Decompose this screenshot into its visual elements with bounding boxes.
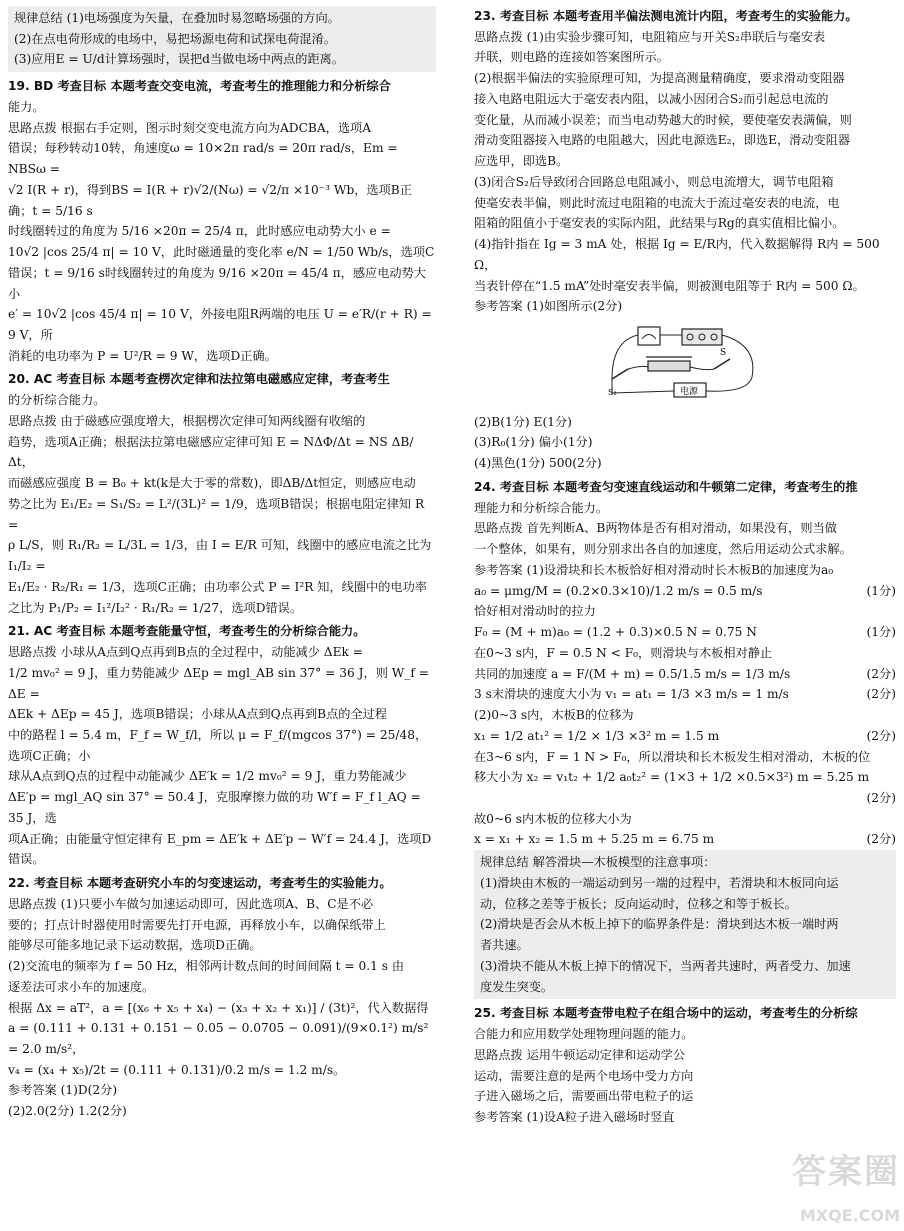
q20-line: 趋势，选项A正确；根据法拉第电磁感应定律可知 E = NΔΦ/Δt = NS ΔB/Δt， [8,434,414,470]
q24-step [474,726,896,747]
q24-step [474,705,896,726]
step-points: (1分) [866,625,896,640]
wire [690,367,714,370]
step-text: 恰好相对滑动时的拉力 [474,604,596,619]
watermark [792,1144,900,1229]
summary-line: 者共速。 [480,938,529,953]
step-text: a₀ = μmg/M = (0.2×0.3×10)/1.2 m/s = 0.5 m/s [474,583,763,598]
q23-line: 接入电路电阻远大于毫安表内阻，以减小因闭合S₂而引起总电流的 [474,91,829,106]
summary-line: 度发生突变。 [480,979,554,994]
question-25 [474,1003,896,1127]
q25-line: 25. 考查目标 本题考查带电粒子在组合场中的运动，考查考生的分析综 [474,1006,858,1021]
rheostat [648,361,690,371]
step-points: (2分) [866,728,896,743]
q23-line: 使毫安表半偏，则此时流过电阻箱的电流大于流过毫安表的电流，电 [474,195,840,210]
step-points: (2分) [866,790,896,805]
q22-line: 22. 考查目标 本题考查研究小车的匀变速运动，考查考生的实验能力。 [8,876,392,891]
q21-line: 错误。 [8,852,45,867]
q24-step [474,829,896,850]
wire [628,366,648,369]
q21-line: ΔE′p = mgl_AQ sin 37° = 50.4 J，克服摩擦力做的功 W′f = F_f l_AQ = 35 J，选 [8,790,421,825]
q21-line: 球从A点到Q点的过程中动能减少 ΔE′k = 1/2 mv₀² = 9 J，重力势能减少 [8,769,407,784]
q19-line: 消耗的电功率为 P = U²/R = 9 W，选项D正确。 [8,348,277,363]
q22-line: a = (0.111 + 0.131 + 0.151 − 0.05 − 0.0705 − 0.091)/(9×0.1²) m/s² = 2.0 m/s²， [8,1021,429,1056]
q21-line: ΔEk + ΔEp = 45 J，选项B错误；小球从A点到Q点再到B点的全过程 [8,707,388,722]
q24-line: 思路点拨 首先判断A、B两物体是否有相对滑动，如果没有，则当做 [474,521,837,536]
q24-line: 参考答案 (1)设滑块和长木板恰好相对滑动时长木板B的加速度为a₀ [474,562,834,577]
q22-answer: (2)2.0(2分) 1.2(2分) [8,1104,127,1119]
step-points: (2分) [866,687,896,702]
switch-s2 [612,369,628,379]
step-text: 故0~6 s内木板的位移大小为 [474,811,632,826]
q23-answer: (4)黑色(1分) 500(2分) [474,456,602,471]
summary-line: 动，位移之差等于板长；反向运动时，位移之和等于板长。 [480,896,797,911]
q22-line: (2)交流电的频率为 f = 50 Hz，相邻两计数点间的时间间隔 t = 0.1 s 由 [8,959,405,974]
right-column [474,6,896,1128]
q19-line: 思路点拨 根据右手定则，图示时刻交变电流方向为ADCBA，选项A [8,120,372,135]
q20-line: 势之比为 E₁/E₂ = S₁/S₂ = L²/(3L)² = 1/9，选项B错误；根据电阻定律知 R = [8,496,425,532]
q24-step [474,767,896,788]
q23-line: 变化量，从而减小误差；而当电动势越大的时候，要使毫安表满偏，则 [474,112,852,127]
q24-line: 一个整体，如果有，则分别求出各自的加速度，然后用运动公式求解。 [474,542,852,557]
q21-line: 思路点拨 小球从A点到Q点再到B点的全过程中，动能减少 ΔEk = [8,645,363,660]
q24-step [474,684,896,705]
q19-line: 19. BD 考查目标 本题考查交变电流，考查考生的推理能力和分析综合 [8,79,391,94]
q24-step [474,581,896,602]
q22-line: 根据 Δx = aT²，a = [(x₆ + x₅ + x₄) − (x₃ + x₂ + x₁)] / (3t)²，代入数据得 [8,1000,429,1015]
summary-line: (1)滑块由木板的一端运动到另一端的过程中，若滑块和木板同向运 [480,875,839,890]
q23-line: 当表针停在“1.5 mA”处时毫安表半偏，则被测电阻等于 R内 = 500 Ω。 [474,278,865,293]
step-text: x₁ = 1/2 at₁² = 1/2 × 1/3 ×3² m = 1.5 m [474,728,720,743]
step-text: 3 s末滑块的速度大小为 v₁ = at₁ = 1/3 ×3 m/s = 1 m/s [474,687,789,702]
q22-line: 思路点拨 (1)只要小车做匀加速运动即可，因此选项A、B、C是不必 [8,896,374,911]
q22-answer: 参考答案 (1)D(2分) [8,1083,118,1098]
q24-step [474,622,896,643]
q24-step [474,747,896,768]
q22-line: 逐差法可求小车的加速度。 [8,979,155,994]
question-20 [8,369,436,618]
q22-line: v₄ = (x₄ + x₅)/2t = (0.111 + 0.131)/0.2 m/s = 1.2 m/s。 [8,1062,346,1077]
step-text: (2)0~3 s内，木板B的位移为 [474,708,634,723]
step-text: 在3~6 s内，F = 1 N > F₀，所以滑块和长木板发生相对滑动，木板的位 [474,749,871,764]
q23-line: 应选甲，即选B。 [474,154,569,169]
q22-line: 能够尽可能多地记录下运动数据，选项D正确。 [8,938,262,953]
summary-line: (2)滑块是否会从木板上掉下的临界条件是：滑块到达木板一端时两 [480,917,839,932]
summary-line: (2)在点电荷形成的电场中，易把场源电荷和试探电荷混淆。 [14,31,336,46]
q19-line: √2 I(R + r)，得到BS = I(R + r)√2/(Nω) = √2/π ×10⁻³ Wb，选项B正确；t = 5/16 s [8,182,412,218]
circuit-diagram [602,321,762,403]
q23-line: 思路点拨 (1)由实验步骤可知，电阻箱应与开关S₂串联后与毫安表 [474,29,826,44]
q23-line: (2)根据半偏法的实验原理可知，为提高测量精确度，要求滑动变阻器 [474,71,845,86]
switch-s [714,359,730,369]
q23-line: 阻箱的阻值小于毫安表的实际内阻，此结果与Rg的真实值相比偏小。 [474,216,845,231]
watermark-url: MXQE.COM [799,1205,900,1225]
q23-line: 23. 考查目标 本题考查用半偏法测电流计内阻，考查考生的实验能力。 [474,9,858,23]
question-24 [474,477,896,850]
q25-line: 合能力和应用数学处理物理问题的能力。 [474,1027,694,1042]
q19-line: 能力。 [8,99,45,114]
q22-line: 要的；打点计时器使用时需要先打开电源，再释放小车，以确保纸带上 [8,917,386,932]
step-points: (1分) [866,583,896,598]
q23-answer: (2)B(1分) E(1分) [474,414,572,429]
step-points: (2分) [866,666,896,681]
q23-line: 并联，则电路的连接如答案图所示。 [474,50,669,65]
q23-line: 滑动变阻器接入电路的电阻越大，因此电源选E₂，即选E，滑动变阻器 [474,133,851,148]
q24-step [474,643,896,664]
q21-line: 中的路程 l = 5.4 m，F_f = W_f/l，所以 μ = F_f/(mgcos 37°) = 25/48，选项C正确；小 [8,727,428,763]
q19-line: e′ = 10√2 |cos 45/4 π| = 10 V，外接电阻R两端的电压 U = e′R/(r + R) = 9 V，所 [8,307,432,343]
q20-line: 20. AC 考查目标 本题考查楞次定律和法拉第电磁感应定律，考查考生 [8,372,390,387]
q19-line: 10√2 |cos 25/4 π| = 10 V，此时磁通量的变化率 e/N = 1/50 Wb/s，选项C [8,245,435,260]
q23-line: (3)闭合S₂后导致闭合回路总电阻减小，则总电流增大，调节电阻箱 [474,174,834,189]
q21-line: 1/2 mv₀² = 9 J，重力势能减少 ΔEp = mgl_AB sin 37° = 36 J，则 W_f = ΔE = [8,665,429,701]
q24-step [474,788,896,809]
left-column [8,6,436,1122]
power-label: 电源 [680,387,699,398]
step-points: (2分) [866,832,896,847]
switch-s2-label: S₂ [608,388,617,398]
summary-line: 规律总结 (1)电场强度为矢量，在叠加时易忽略场强的方向。 [14,11,340,25]
q19-line: 时线圈转过的角度为 5/16 ×20π = 25/4 π，此时感应电动势大小 e = [8,224,391,239]
q25-line: 运动，需要注意的是两个电场中受力方向 [474,1068,694,1083]
q25-line: 思路点拨 运用牛顿运动定律和运动学公 [474,1047,686,1062]
step-text: x = x₁ + x₂ = 1.5 m + 5.25 m = 6.75 m [474,832,715,847]
switch-s-label: S [720,348,727,359]
q21-line: 项A正确；由能量守恒定律有 E_pm = ΔE′k + ΔE′p − W′f = 24.4 J，选项D [8,831,432,846]
q19-line: 错误；t = 9/16 s时线圈转过的角度为 9/16 ×20π = 45/4 π，感应电动势大小 [8,265,426,301]
meter-symbol [638,327,660,345]
question-19 [8,76,436,366]
step-text: 在0~3 s内，F = 0.5 N < F₀，则滑块与木板相对静止 [474,645,773,660]
q24-step [474,664,896,685]
circuit-figure [602,321,896,410]
q20-line: E₁/E₂ · R₂/R₁ = 1/3，选项C正确；由功率公式 P = I²R 知，线圈中的电功率 [8,579,427,594]
q20-line: 之比为 P₁/P₂ = I₁²/I₂² · R₁/R₂ = 1/27，选项D错误。 [8,600,303,615]
q23-line: 参考答案 (1)如图所示(2分) [474,299,623,314]
q25-line: 子进入磁场之后，需要画出带电粒子的运 [474,1089,694,1104]
summary-line: (3)应用E = U/d计算场强时，误把d当做电场中两点的距离。 [14,52,345,67]
q24-step [474,809,896,830]
q19-line: 错误；每秒转动10转，角速度ω = 10×2π rad/s = 20π rad/s，Em = NBSω = [8,141,398,177]
summary-box [8,6,436,72]
summary-line: (3)滑块不能从木板上掉下的情况下，当两者共速时，两者受力、加速 [480,958,851,973]
q24-line: 理能力和分析综合能力。 [474,500,609,515]
q24-line: 24. 考查目标 本题考查匀变速直线运动和牛顿第二定律，考查考生的推 [474,479,858,494]
q23-line: (4)指针指在 Ig = 3 mA 处，根据 Ig = E/R内，代入数据解得 R内 = 500 Ω， [474,237,880,272]
q24-step [474,601,896,622]
resistance-box [682,329,722,345]
question-22 [8,873,436,1122]
step-text: 共同的加速度 a = F/(M + m) = 0.5/1.5 m/s = 1/3 m/s [474,666,791,681]
summary-box-2 [474,850,896,999]
watermark-logo: 答案圈 [792,1152,900,1193]
question-23 [474,6,896,474]
q23-answer: (3)R₀(1分) 偏小(1分) [474,435,593,450]
q20-line: 的分析综合能力。 [8,393,106,408]
q20-line: 而磁感应强度 B = B₀ + kt(k是大于零的常数)，即ΔB/Δt恒定，则感应电动 [8,476,416,491]
step-text: 移大小为 x₂ = v₁t₂ + 1/2 a₀t₂² = (1×3 + 1/2 ×0.5×3²) m = 5.25 m [474,770,870,785]
q21-line: 21. AC 考查目标 本题考查能量守恒，考查考生的分析综合能力。 [8,624,366,639]
summary-line: 规律总结 解答滑块—木板模型的注意事项： [480,855,716,870]
q20-line: ρ L/S，则 R₁/R₂ = L/3L = 1/3，由 I = E/R 可知，线圈中的感应电流之比为 I₁/I₂ = [8,538,432,574]
q20-line: 思路点拨 由于磁感应强度增大，根据楞次定律可知两线圈有收缩的 [8,413,366,428]
step-text: F₀ = (M + m)a₀ = (1.2 + 0.3)×0.5 N = 0.75 N [474,625,757,640]
q25-line: 参考答案 (1)设A粒子进入磁场时竖直 [474,1109,675,1124]
question-21 [8,621,436,870]
